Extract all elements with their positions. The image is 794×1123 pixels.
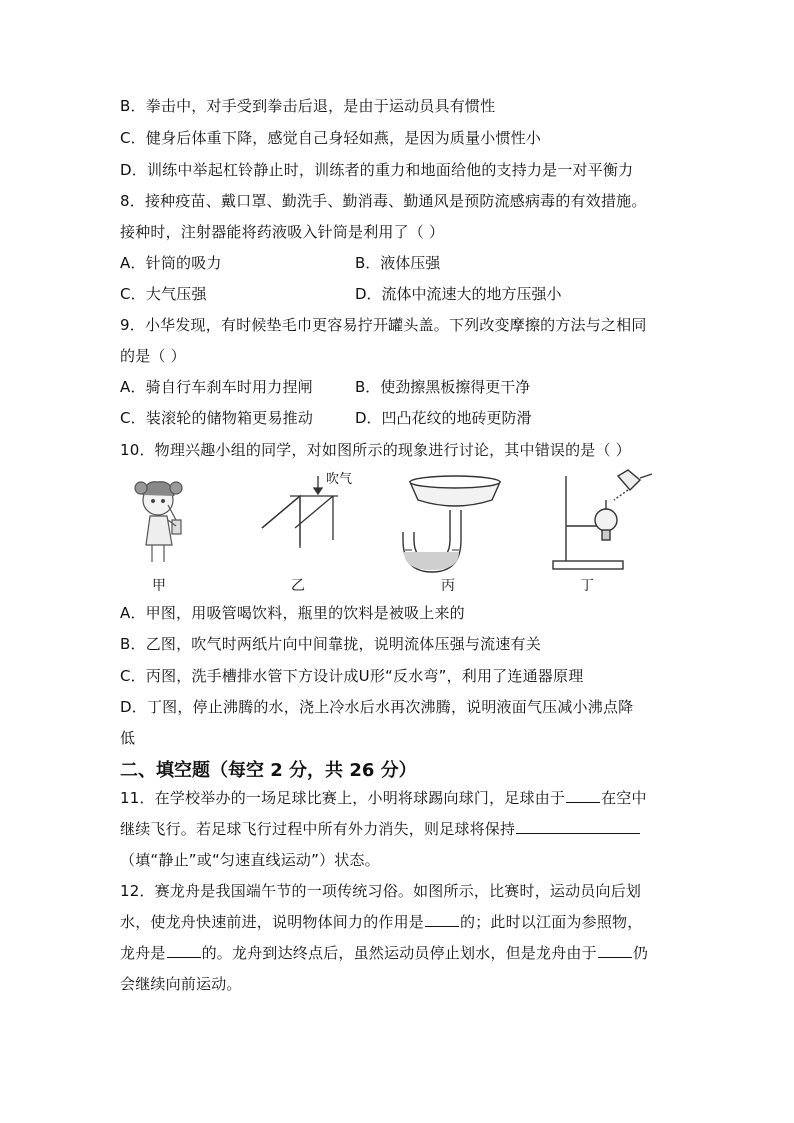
- q12-blank-1[interactable]: [425, 912, 459, 927]
- q8-option-d: D．流体中流速大的地方压强小: [355, 285, 562, 303]
- q7-option-b: B．拳击中，对手受到拳击后退，是由于运动员具有惯性: [120, 97, 496, 115]
- q11-text-1a: 11．在学校举办的一场足球比赛上，小明将球踢向球门，足球由于: [120, 789, 566, 807]
- q12-text-3a: 龙舟是: [120, 944, 166, 962]
- q9-stem-line1: 9．小华发现，有时候垫毛巾更容易拧开罐头盖。下列改变摩擦的方法与之相同: [120, 316, 647, 334]
- q12-text-2b: 的；此时以江面为参照物，: [460, 913, 643, 931]
- q12-text-2a: 水，使龙舟快速前进，说明物体间力的作用是: [120, 913, 425, 931]
- q7-option-c: C．健身后体重下降，感觉自己身轻如燕，是因为质量小惯性小: [120, 129, 542, 147]
- figure-bing-sink: [403, 476, 500, 572]
- q9-option-a: A．骑自行车刹车时用力捏闸: [120, 378, 313, 396]
- q9-option-c: C．装滚轮的储物箱更易推动: [120, 409, 314, 427]
- q8-option-a: A．针筒的吸力: [120, 254, 222, 272]
- q9-stem-line2: 的是（ ）: [120, 347, 186, 365]
- q10-label-yi: 乙: [291, 578, 305, 594]
- q10-stem: 10．物理兴趣小组的同学，对如图所示的现象进行讨论，其中错误的是（ ）: [120, 441, 631, 459]
- q8-stem-line1: 8．接种疫苗、戴口罩、勤洗手、勤消毒、勤通风是预防流感病毒的有效措施。: [120, 192, 647, 210]
- q10-option-c: C．丙图，洗手槽排水管下方设计成U形“反水弯”，利用了连通器原理: [120, 667, 584, 685]
- q10-label-ding: 丁: [580, 578, 594, 594]
- q11-line1: [120, 788, 647, 808]
- q11-text-1b: 在空中: [601, 789, 647, 807]
- figure-jia-girl-drawing: [135, 482, 182, 562]
- q12-line1: 12．赛龙舟是我国端午节的一项传统习俗。如图所示，比赛时，运动员向后划: [120, 882, 642, 900]
- q9-option-d: D．凹凸花纹的地砖更防滑: [355, 409, 532, 427]
- q12-line3: [120, 943, 648, 963]
- q11-line3: （填“静止”或“匀速直线运动”）状态。: [120, 851, 380, 869]
- q11-line2: [120, 819, 641, 839]
- q12-blank-3[interactable]: [598, 943, 632, 958]
- section-heading-fill-in: 二、填空题（每空 2 分，共 26 分）: [120, 760, 417, 781]
- q10-option-a: A．甲图，用吸管喝饮料，瓶里的饮料是被吸上来的: [120, 604, 465, 622]
- q8-stem-line2: 接种时，注射器能将药液吸入针筒是利用了（ ）: [120, 223, 445, 241]
- figure-ding-flask-stand: [553, 470, 652, 569]
- q10-option-d-line1: D．丁图，停止沸腾的水，浇上冷水后水再次沸腾，说明液面气压减小沸点降: [120, 698, 634, 716]
- q11-blank-1[interactable]: [566, 788, 600, 803]
- q12-text-3b: 的。龙舟到达终点后，虽然运动员停止划水，但是龙舟由于: [201, 944, 597, 962]
- q10-label-jia: 甲: [152, 578, 166, 594]
- q10-option-b: B．乙图，吹气时两纸片向中间靠拢，说明流体压强与流速有关: [120, 635, 541, 653]
- q10-option-d-line2: 低: [120, 729, 136, 747]
- q10-blow-label: 吹气: [326, 472, 353, 487]
- q8-option-c: C．大气压强: [120, 285, 207, 303]
- q12-line2: [120, 912, 642, 932]
- q7-option-d: D．训练中举起杠铃静止时，训练者的重力和地面给他的支持力是一对平衡力: [120, 161, 634, 179]
- q11-blank-2[interactable]: [516, 819, 640, 834]
- q8-option-b: B．液体压强: [355, 254, 441, 272]
- q11-text-2a: 继续飞行。若足球飞行过程中所有外力消失，则足球将保持: [120, 820, 516, 838]
- q12-line4: 会继续向前运动。: [120, 975, 242, 993]
- q10-label-bing: 丙: [441, 578, 455, 594]
- q12-blank-2[interactable]: [167, 943, 201, 958]
- q9-option-b: B．使劲擦黑板擦得更干净: [355, 378, 531, 396]
- q12-text-3c: 仍: [632, 944, 649, 962]
